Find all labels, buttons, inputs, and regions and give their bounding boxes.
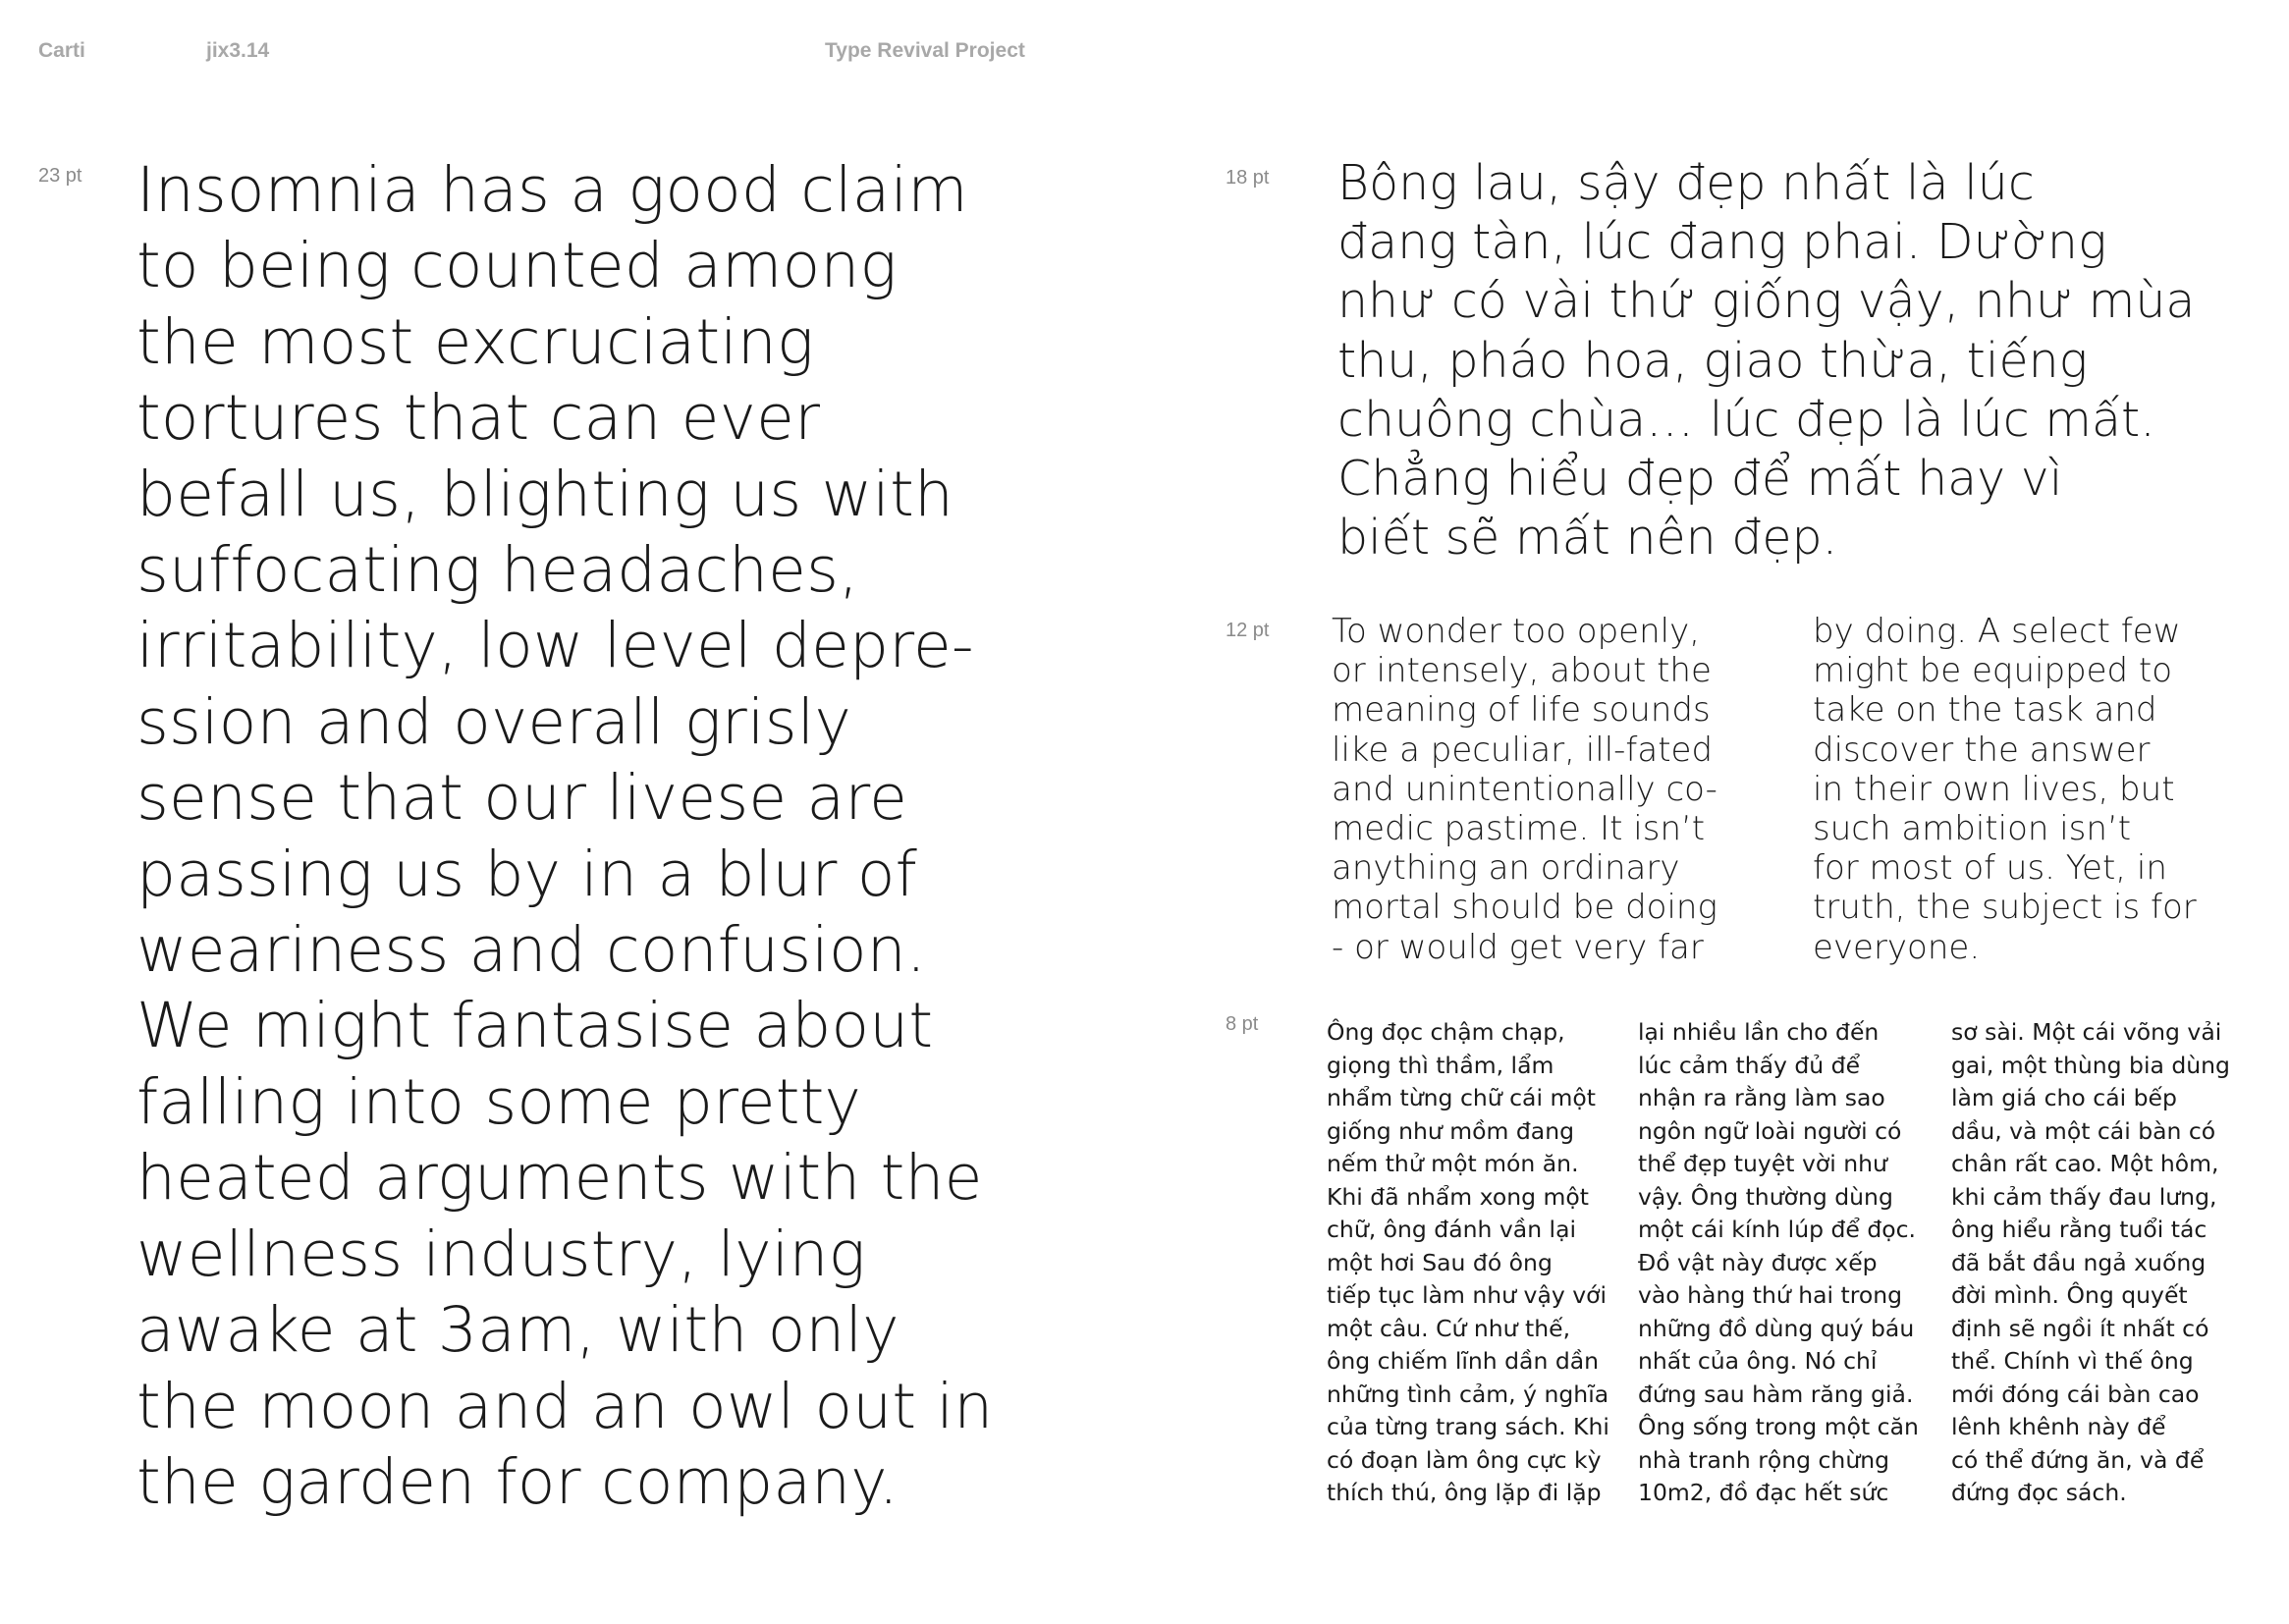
sample-8pt-column-1: Ông đọc chậm chạp, giọng thì thầm, lẩm nhẩm từng chữ cái một giống như mồm đang nếm thử một món ăn. Khi đã nhẩm xong một chữ, ông đánh vần lại một hơi Sau đó ông tiếp tục làm như vậy với một câu. Cứ như thế, ông chiếm lĩnh dần dần những tình cảm, ý nghĩa của từng trang sách. Khi có đoạn làm ông cực kỳ thích thú, ông lặp đi lặp xyxy=(1327,1018,1609,1506)
sample-18pt-paragraph: Bông lau, sậy đẹp nhất là lúc đang tàn, lúc đang phai. Dường như có vài thứ giống vậy, như mùa thu, pháo hoa, giao thừa, tiếng chuông chùa… lúc đẹp là lúc mất. Chẳng hiểu đẹp để mất hay vì biết sẽ mất nên đẹp. xyxy=(1337,155,2196,567)
size-label-18pt: 18 pt xyxy=(1226,167,1270,189)
version-label: jix3.14 xyxy=(206,39,270,62)
size-label-12pt: 12 pt xyxy=(1226,620,1270,641)
sample-12pt-column-1: To wonder too openly, or intensely, about the meaning of life sounds like a peculiar, ill-fated and unintentionally co- medic pastime. It isn’t anything an ordinary mortal should be doing - or would get very far xyxy=(1332,612,1717,967)
sample-23pt-paragraph: Insomnia has a good claim to being counted among the most excruciating tortures that can ever befall us, blighting us with suffocating headaches, irritability, low level depre- ssion and overall grisly sense that our livese are passing us by in a blur of weariness and confusion. We might fantasise about falling into some pretty heated arguments with the wellness industry, lying awake at 3am, with only the moon and an owl out in the garden for company. xyxy=(136,154,994,1518)
font-name: Carti xyxy=(38,39,85,62)
sample-12pt-column-2: by doing. A select few might be equipped to take on the task and discover the answer in their own lives, but such ambition isn’t for most of us. Yet, in truth, the subject is for everyone. xyxy=(1813,612,2197,967)
size-label-23pt: 23 pt xyxy=(38,165,82,187)
sample-8pt-column-3: sơ sài. Một cái võng vải gai, một thùng bia dùng làm giá cho cái bếp dầu, và một cái bàn có chân rất cao. Một hôm, khi cảm thấy đau lưng, ông hiểu rằng tuổi tác đã bắt đầu ngả xuống đời mình. Ông quyết định sẽ ngồi ít nhất có thể. Chính vì thế ông mới đóng cái bàn cao lênh khênh này để có thể đứng ăn, và để đứng đọc sách. xyxy=(1951,1018,2230,1506)
size-label-8pt: 8 pt xyxy=(1226,1013,1259,1035)
project-title: Type Revival Project xyxy=(825,39,1025,62)
sample-8pt-column-2: lại nhiều lần cho đến lúc cảm thấy đủ để nhận ra rằng làm sao ngôn ngữ loài người có thể đẹp tuyệt vời như vậy. Ông thường dùng một cái kính lúp để đọc. Đồ vật này được xếp vào hàng thứ hai trong những đồ dùng quý báu nhất của ông. Nó chỉ đứng sau hàm răng giả. Ông sống trong một căn nhà tranh rộng chừng 10m2, đồ đạc hết sức xyxy=(1638,1018,1919,1506)
